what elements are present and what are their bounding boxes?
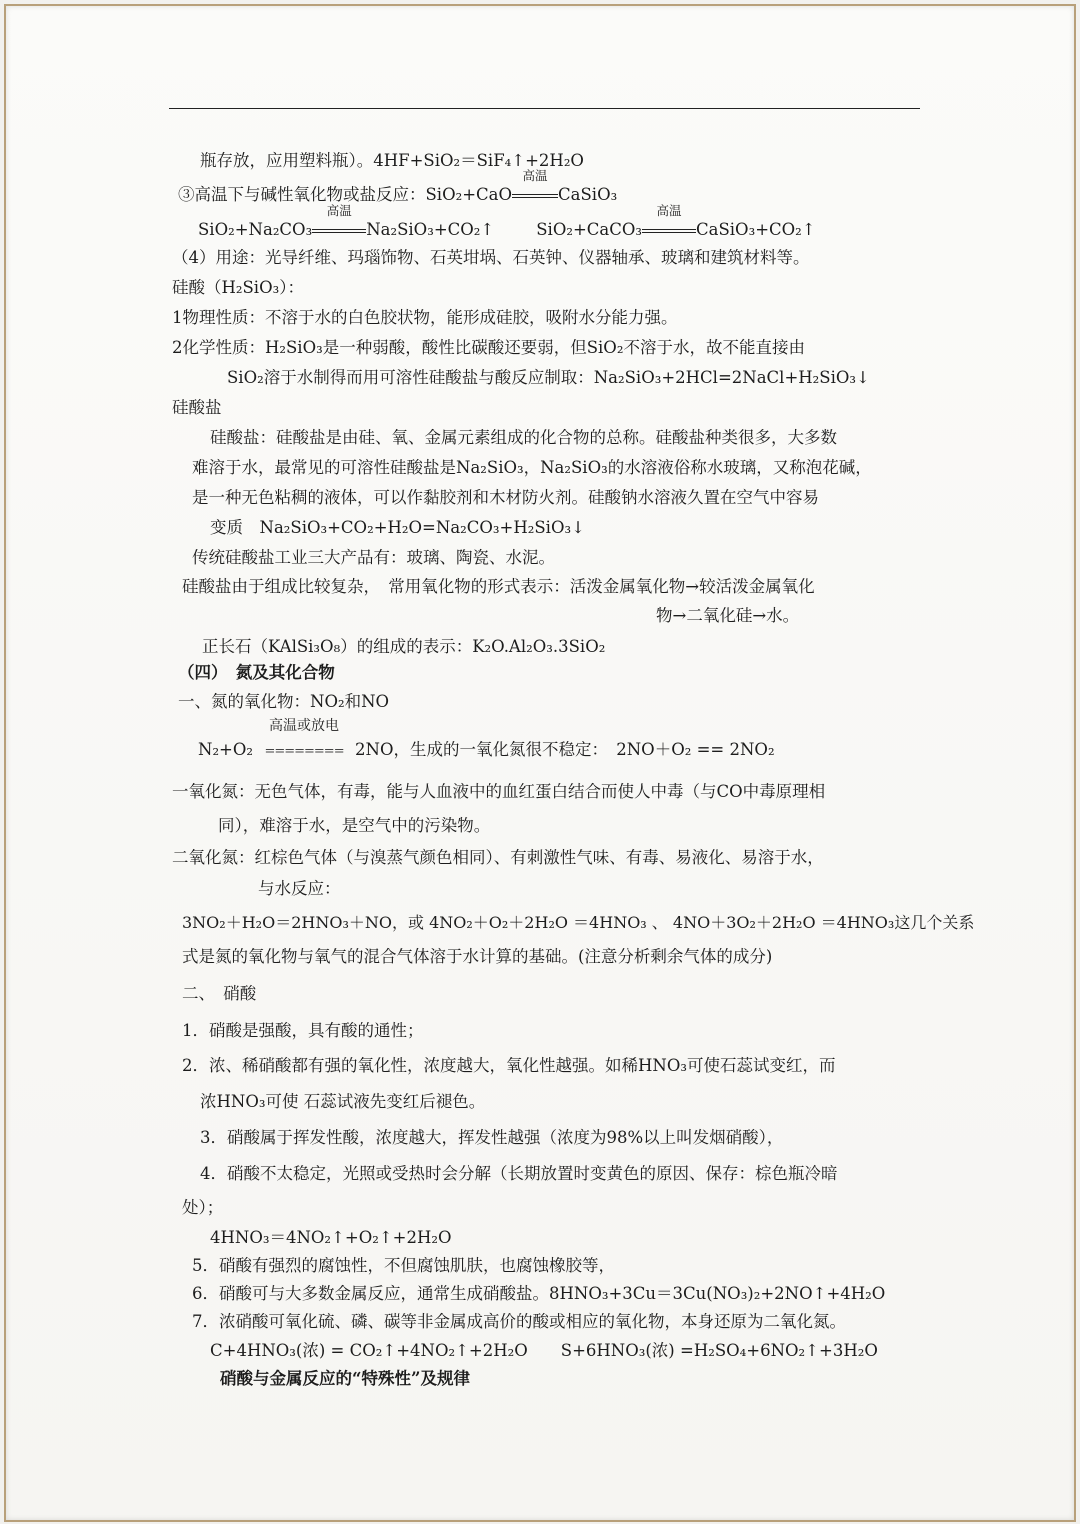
text-line: 与水反应： — [258, 879, 341, 898]
text-line: 难溶于水，最常见的可溶性硅酸盐是Na₂SiO₃，Na₂SiO₃的水溶液俗称水玻璃，又称泡花碱， — [192, 458, 872, 477]
equation-line: SiO₂+Na₂CO₃ 高温 Na₂SiO₃+CO₂↑ SiO₂+CaCO₃ 高温 CaSiO₃+CO₂↑ — [198, 203, 816, 239]
document-page — [4, 4, 1076, 1522]
high-temp-equals: 高温 — [312, 219, 366, 241]
high-temp-equals: 高温 — [512, 184, 558, 206]
text-line: 5．硝酸有强烈的腐蚀性，不但腐蚀肌肤，也腐蚀橡胶等， — [192, 1256, 615, 1275]
text-line: 一氧化氮：无色气体，有毒，能与人血液中的血红蛋白结合而使人中毒（与CO中毒原理相 — [172, 782, 826, 801]
text-line: 瓶存放，应用塑料瓶）。4HF+SiO₂＝SiF₄↑+2H₂O — [200, 151, 584, 170]
section-heading: 二、 硝酸 — [182, 984, 257, 1003]
text-line: 是一种无色粘稠的液体，可以作黏胶剂和木材防火剂。硅酸钠水溶液久置在空气中容易 — [192, 488, 819, 507]
text-line: 硅酸（H₂SiO₃）： — [172, 278, 304, 297]
text-line: 物→二氧化硅→水。 — [656, 606, 800, 625]
discharge-equals: 高温或放电 ======== — [264, 718, 344, 759]
text-line: C+4HNO₃(浓) = CO₂↑+4NO₂↑+2H₂O S+6HNO₃(浓) =H₂SO₄+6NO₂↑+3H₂O — [210, 1341, 878, 1360]
text-line: 2化学性质：H₂SiO₃是一种弱酸，酸性比碳酸还要弱，但SiO₂不溶于水，故不能直接由 — [172, 338, 805, 357]
text-line: 3．硝酸属于挥发性酸，浓度越大，挥发性越强（浓度为98%以上叫发烟硝酸）， — [200, 1128, 784, 1147]
equation-line: ③高温下与碱性氧化物或盐反应：SiO₂+CaO 高温 CaSiO₃ — [178, 168, 618, 204]
text-line: 式是氮的氧化物与氧气的混合气体溶于水计算的基础。(注意分析剩余气体的成分) — [182, 947, 773, 966]
text-line: 二氧化氮：红棕色气体（与溴蒸气颜色相同）、有刺激性气味、有毒、易液化、易溶于水， — [172, 848, 824, 867]
text-line: 2．浓、稀硝酸都有强的氧化性，浓度越大，氧化性越强。如稀HNO₃可使石蕊试变红，而 — [182, 1056, 836, 1075]
text-line: 1．硝酸是强酸，具有酸的通性； — [182, 1021, 424, 1040]
text-line: 同），难溶于水，是空气中的污染物。 — [218, 816, 491, 835]
text-line: 浓HNO₃可使 石蕊试液先变红后褪色。 — [200, 1092, 486, 1111]
text-line: 硅酸盐：硅酸盐是由硅、氧、金属元素组成的化合物的总称。硅酸盐种类很多，大多数 — [210, 428, 837, 447]
text-line: 变质 Na₂SiO₃+CO₂+H₂O=Na₂CO₃+H₂SiO₃↓ — [210, 518, 585, 537]
text-line: 3NO₂＋H₂O＝2HNO₃＋NO，或 4NO₂＋O₂＋2H₂O ＝4HNO₃ 、 4NO＋3O₂＋2H₂O ＝4HNO₃这几个关系 — [182, 913, 975, 932]
text-line: 硅酸盐 — [172, 398, 222, 417]
high-temp-equals: 高温 — [642, 219, 696, 241]
text-line: 正长石（KAlSi₃O₈）的组成的表示：K₂O.Al₂O₃.3SiO₂ — [202, 637, 606, 656]
text-line: 4．硝酸不太稳定，光照或受热时会分解（长期放置时变黄色的原因、保存：棕色瓶冷暗 — [200, 1164, 838, 1183]
text-line: 1物理性质：不溶于水的白色胶状物，能形成硅胶，吸附水分能力强。 — [172, 308, 678, 327]
text-line: 4HNO₃＝4NO₂↑+O₂↑+2H₂O — [210, 1228, 452, 1247]
text-line: SiO₂溶于水制得而用可溶性硅酸盐与酸反应制取：Na₂SiO₃+2HCl=2NaCl+H₂SiO₃↓ — [227, 368, 870, 387]
text-line: 处）； — [182, 1198, 224, 1217]
section-heading: （四） 氮及其化合物 — [178, 663, 335, 682]
section-heading: 硝酸与金属反应的“特殊性”及规律 — [220, 1369, 470, 1388]
text-line: 一、氮的氧化物：NO₂和NO — [178, 692, 390, 711]
text-line: 7．浓硝酸可氧化硫、磷、碳等非金属成高价的酸或相应的氧化物，本身还原为二氧化氮。 — [192, 1312, 846, 1331]
equation-line: N₂+O₂ 高温或放电 ======== 2NO，生成的一氧化氮很不稳定： 2NO＋O₂ == 2NO₂ — [198, 739, 775, 763]
text-line: 硅酸盐由于组成比较复杂， 常用氧化物的形式表示：活泼金属氧化物→较活泼金属氧化 — [182, 577, 815, 596]
text-line: 传统硅酸盐工业三大产品有：玻璃、陶瓷、水泥。 — [192, 548, 555, 567]
text-line: （4）用途：光导纤维、玛瑙饰物、石英坩埚、石英钟、仪器轴承、玻璃和建筑材料等。 — [172, 248, 810, 267]
header-rule — [169, 108, 920, 109]
text-line: 6．硝酸可与大多数金属反应，通常生成硝酸盐。8HNO₃+3Cu＝3Cu(NO₃)₂+2NO↑+4H₂O — [192, 1284, 886, 1303]
